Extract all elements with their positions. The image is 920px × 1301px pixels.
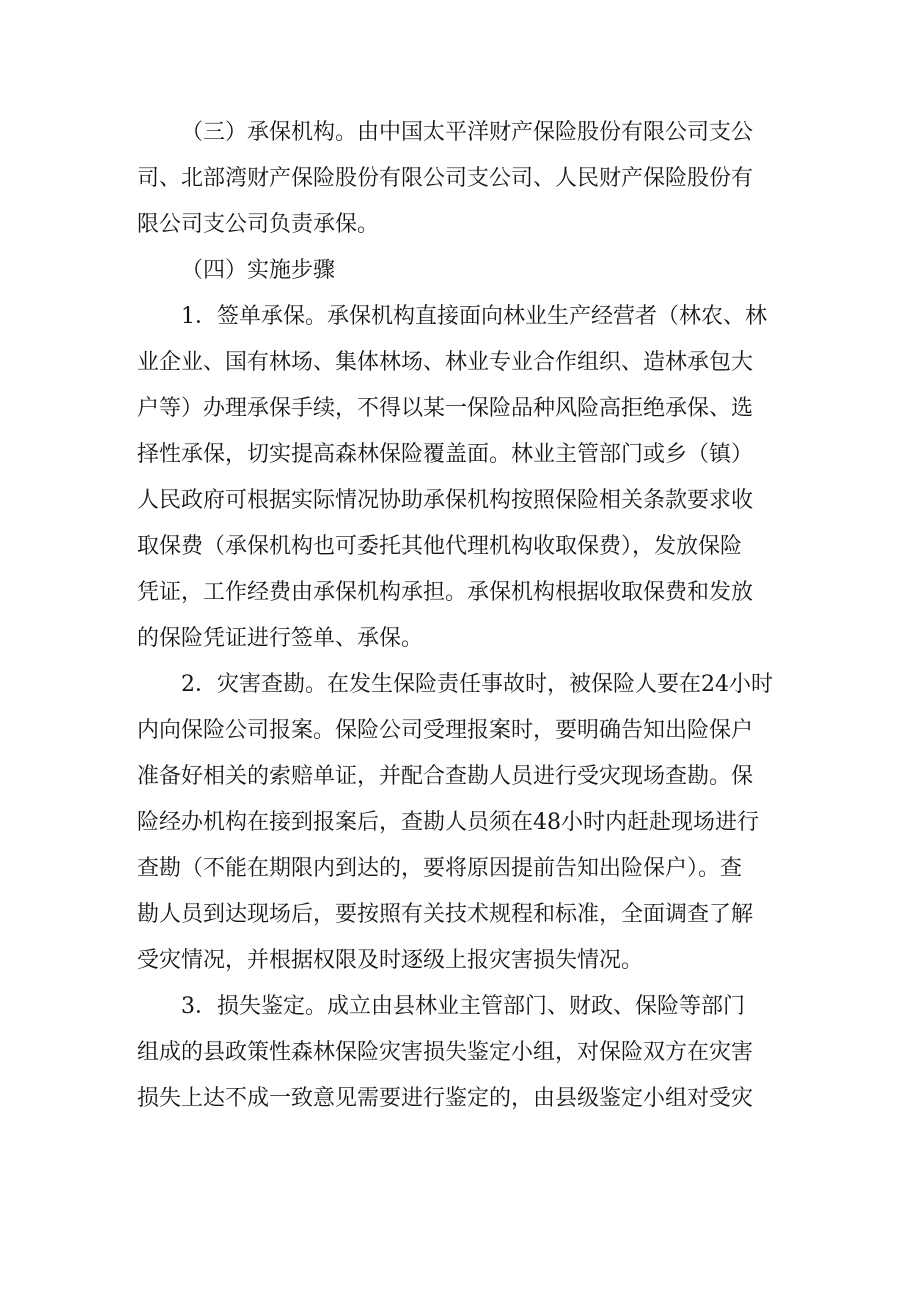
- text-line: 内向保险公司报案。保险公司受理报案时，要明确告知出险保户: [137, 718, 754, 743]
- text-line: 受灾情况，并根据权限及时逐级上报灾害损失情况。: [137, 948, 644, 973]
- text-line: 限公司支公司负责承保。: [137, 212, 380, 237]
- text-line: 业企业、国有林场、集体林场、林业专业合作组织、造林承包大: [137, 350, 754, 375]
- section-heading-implementation-steps: [137, 248, 797, 294]
- text-line: 损失上达不成一致意见需要进行鉴定的，由县级鉴定小组对受灾: [137, 1086, 754, 1111]
- paragraph-signing-underwriting: [137, 294, 797, 662]
- text-line: 司、北部湾财产保险股份有限公司支公司、人民财产保险股份有: [137, 166, 754, 191]
- text-line: 的保险凭证进行签单、承保。: [137, 626, 424, 651]
- text-line: 人民政府可根据实际情况协助承保机构按照保险相关条款要求收: [137, 488, 754, 513]
- paragraph-disaster-survey: [137, 662, 797, 984]
- text-line: 1．签单承保。承保机构直接面向林业生产经营者（林农、林: [181, 304, 767, 329]
- text-line: 凭证，工作经费由承保机构承担。承保机构根据收取保费和发放: [137, 580, 754, 605]
- text-line: 准备好相关的索赔单证，并配合查勘人员进行受灾现场查勘。保: [137, 764, 754, 789]
- paragraph-underwriting-institutions: [137, 110, 797, 248]
- text-line: 险经办机构在接到报案后，查勘人员须在48小时内赶赴现场进行: [137, 810, 759, 835]
- text-line: 组成的县政策性森林保险灾害损失鉴定小组，对保险双方在灾害: [137, 1040, 754, 1065]
- text-line: 勘人员到达现场后，要按照有关技术规程和标准，全面调查了解: [137, 902, 754, 927]
- text-line: 户等）办理承保手续，不得以某一保险品种风险高拒绝承保、选: [137, 396, 754, 421]
- text-line: （三）承保机构。由中国太平洋财产保险股份有限公司支公: [181, 120, 754, 145]
- text-line: 择性承保，切实提高森林保险覆盖面。林业主管部门或乡（镇）: [137, 442, 754, 467]
- text-line: 查勘（不能在期限内到达的，要将原因提前告知出险保户）。查: [137, 856, 743, 881]
- text-line: 2．灾害查勘。在发生保险责任事故时，被保险人要在24小时: [181, 672, 773, 697]
- text-line: （四）实施步骤: [181, 258, 336, 283]
- text-line: 取保费（承保机构也可委托其他代理机构收取保费），发放保险: [137, 534, 743, 559]
- document-body: [137, 110, 797, 1122]
- paragraph-loss-assessment: [137, 984, 797, 1122]
- text-line: 3．损失鉴定。成立由县林业主管部门、财政、保险等部门: [181, 994, 745, 1019]
